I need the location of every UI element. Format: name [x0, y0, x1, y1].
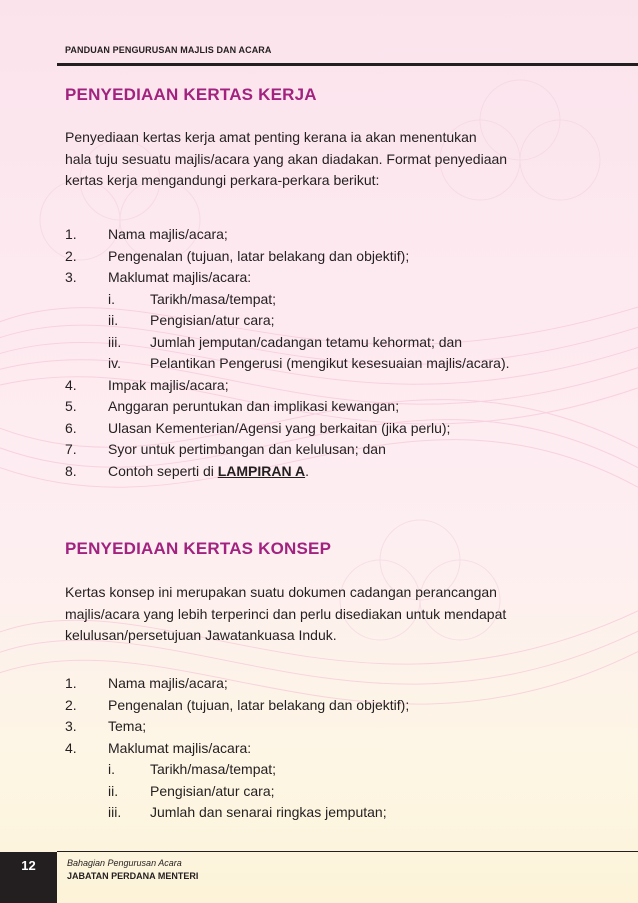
list-item-text: Pengisian/atur cara; — [150, 782, 275, 799]
section2-intro-line: kelulusan/persetujuan Jawatankuasa Induk. — [65, 627, 337, 643]
list-item-text: Pelantikan Pengerusi (mengikut kesesuaian majlis/acara). — [150, 355, 510, 371]
list-item-text: Maklumat majlis/acara: — [108, 739, 252, 756]
list-item-text: Pengenalan (tujuan, latar belakang dan objektif); — [108, 247, 410, 264]
footer-department: Bahagian Pengurusan Acara — [67, 858, 182, 868]
section2-intro — [65, 582, 590, 647]
list-item — [65, 396, 625, 418]
section-title-kertas-konsep: PENYEDIAAN KERTAS KONSEP — [65, 539, 332, 558]
section-title-kertas-kerja: PENYEDIAAN KERTAS KERJA — [65, 85, 317, 104]
list-item-number: 2. — [65, 247, 77, 264]
list-item-text: Anggaran peruntukan dan implikasi kewangan; — [108, 398, 400, 414]
sub-list-item — [65, 759, 625, 781]
lampiran-a-link[interactable]: LAMPIRAN A — [217, 462, 306, 479]
list-item — [65, 738, 625, 760]
sub-list-item — [65, 353, 625, 375]
section2-intro-line: majlis/acara yang lebih terperinci dan perlu disediakan untuk mendapat — [65, 605, 507, 622]
list-item-number: 7. — [65, 441, 77, 457]
list-item-text: Nama majlis/acara; — [108, 226, 228, 242]
sub-list-item — [65, 781, 625, 803]
list-item-text-suffix: . — [305, 462, 309, 479]
list-item — [65, 267, 625, 289]
list-item-text: Jumlah jemputan/cadangan tetamu kehormat; dan — [150, 333, 463, 350]
list-item-number: 4. — [65, 739, 77, 756]
list-item-number: 3. — [65, 269, 77, 285]
list-item — [65, 375, 625, 397]
list-item-text: Pengisian/atur cara; — [150, 312, 275, 328]
list-item-text: Tarikh/masa/tempat; — [150, 290, 277, 307]
list-item-number: 5. — [65, 398, 77, 414]
section2-intro-line: Kertas konsep ini merupakan suatu dokumen cadangan perancangan — [65, 584, 497, 600]
list-item-number: ii. — [108, 782, 119, 799]
section1-intro-line: kertas kerja mengandungi perkara-perkara berikut: — [65, 172, 380, 188]
list-item-text: Maklumat majlis/acara: — [108, 269, 252, 285]
list-item-number: ii. — [108, 312, 119, 328]
list-item-text: Impak majlis/acara; — [108, 376, 229, 393]
sub-list-item — [65, 310, 625, 332]
section2-list — [65, 673, 625, 824]
list-item-number: 1. — [65, 226, 77, 242]
sub-list-item — [65, 802, 625, 824]
section1-intro-line: Penyediaan kertas kerja amat penting kerana ia akan menentukan — [65, 129, 477, 145]
list-item-number: iii. — [108, 333, 122, 350]
list-item-number: 1. — [65, 675, 77, 691]
list-item-text-prefix: Contoh seperti di — [108, 462, 218, 479]
list-item-number: i. — [108, 290, 115, 307]
list-item-number: iv. — [108, 355, 121, 371]
footer-organization: JABATAN PERDANA MENTERI — [67, 871, 199, 881]
list-item — [65, 439, 625, 461]
list-item — [65, 246, 625, 268]
list-item-text: Jumlah dan senarai ringkas jemputan; — [150, 804, 387, 820]
list-item-text — [108, 461, 309, 483]
list-item-number: 8. — [65, 462, 77, 479]
sub-list-item — [65, 289, 625, 311]
list-item-text: Pengenalan (tujuan, latar belakang dan objektif); — [108, 696, 410, 713]
list-item-text: Syor untuk pertimbangan dan kelulusan; dan — [108, 441, 386, 457]
list-item-number: i. — [108, 761, 115, 777]
section1-list — [65, 224, 625, 482]
section1-intro — [65, 127, 590, 192]
list-item-text: Nama majlis/acara; — [108, 675, 228, 691]
footer-divider — [57, 851, 638, 852]
list-item — [65, 224, 625, 246]
page-number: 12 — [21, 858, 36, 873]
running-header: PANDUAN PENGURUSAN MAJLIS DAN ACARA — [65, 45, 272, 55]
list-item — [65, 716, 625, 738]
list-item — [65, 695, 625, 717]
sub-list-item — [65, 332, 625, 354]
list-item-text: Tema; — [108, 718, 147, 734]
list-item-number: 6. — [65, 419, 77, 436]
header-divider — [57, 63, 638, 66]
list-item-number: 3. — [65, 718, 77, 734]
list-item — [65, 461, 625, 483]
section1-intro-line: hala tuju sesuatu majlis/acara yang akan diadakan. Format penyediaan — [65, 150, 508, 167]
list-item — [65, 418, 625, 440]
list-item — [65, 673, 625, 695]
list-item-number: 2. — [65, 696, 77, 713]
page-number-box — [0, 852, 57, 903]
list-item-text: Tarikh/masa/tempat; — [150, 761, 277, 777]
list-item-number: iii. — [108, 804, 122, 820]
list-item-number: 4. — [65, 376, 77, 393]
list-item-text: Ulasan Kementerian/Agensi yang berkaitan (jika perlu); — [108, 419, 451, 436]
